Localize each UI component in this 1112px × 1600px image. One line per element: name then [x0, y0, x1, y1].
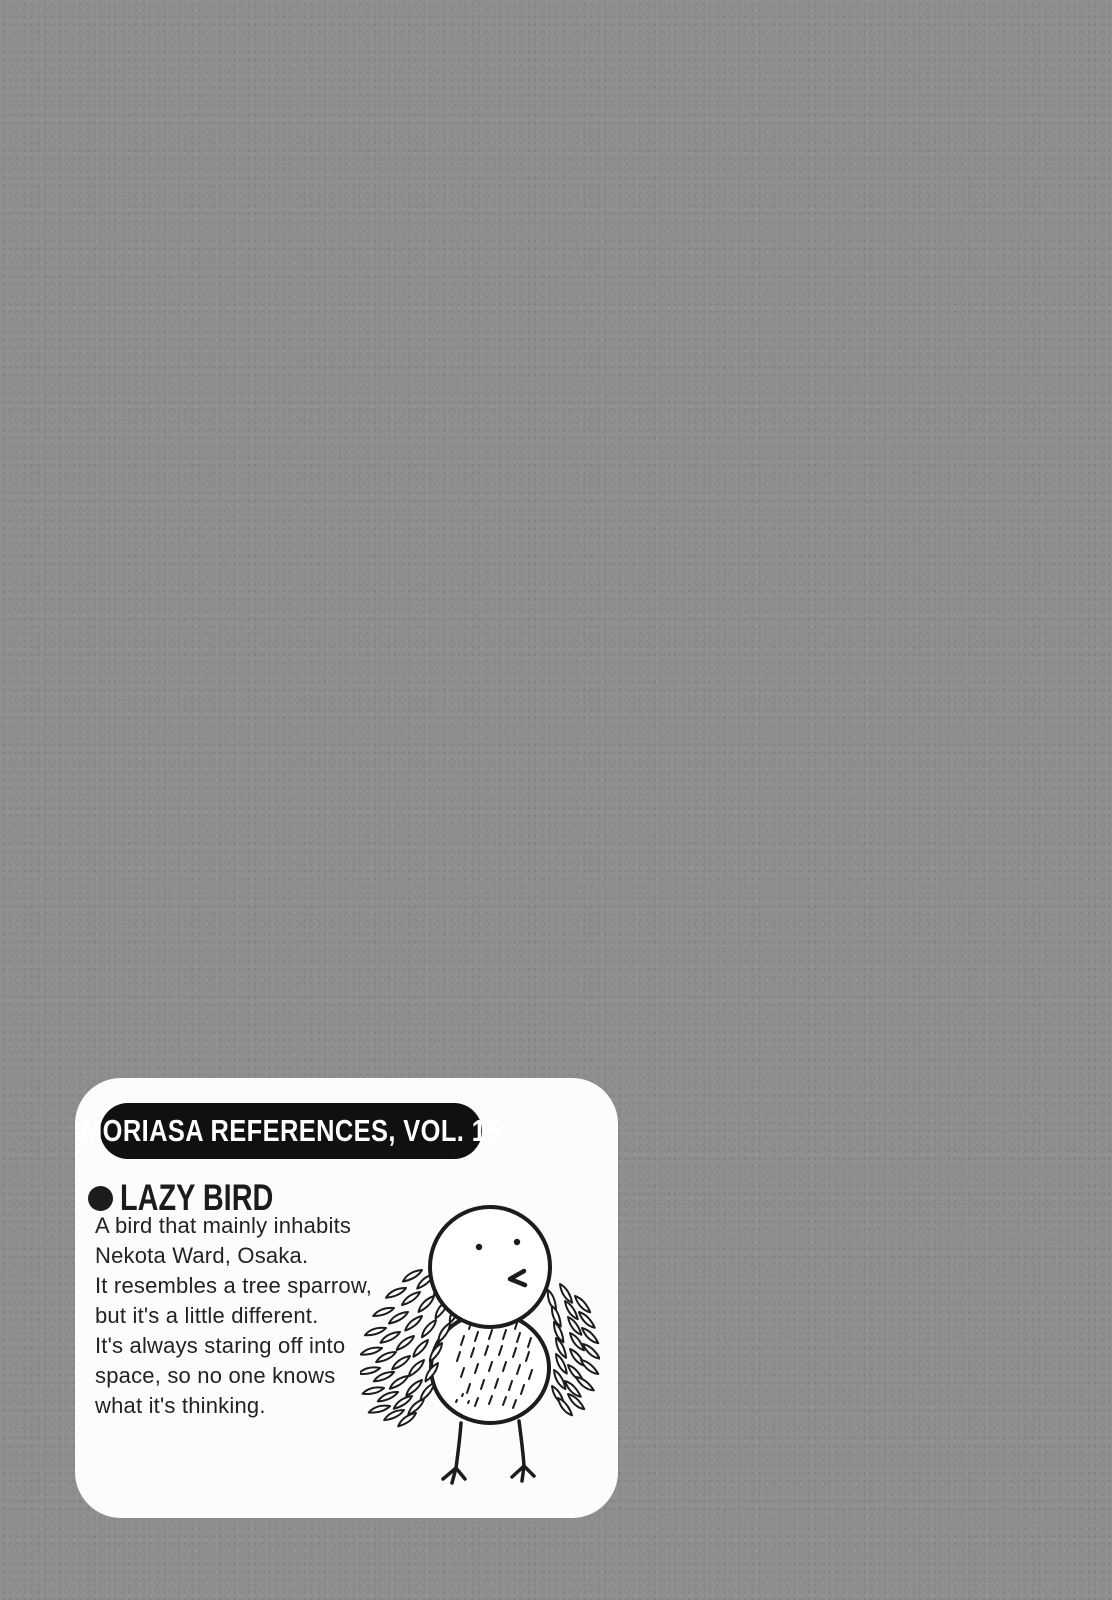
left-eye	[476, 1244, 482, 1250]
bird-head	[430, 1207, 550, 1327]
card-header-pill	[81, 1103, 501, 1159]
entry-title: LAZY BIRD	[120, 1177, 274, 1218]
lazy-bird-illustration	[360, 1170, 600, 1500]
right-eye	[514, 1239, 520, 1245]
bullet-icon	[88, 1186, 113, 1211]
card-header-label: MORIASA REFERENCES, VOL. 15	[81, 1113, 501, 1148]
right-wing	[544, 1283, 600, 1416]
reference-card	[75, 1078, 618, 1518]
description-line: A bird that mainly inhabits	[95, 1213, 352, 1238]
description-line: space, so no one knows	[95, 1363, 336, 1388]
entry-description	[95, 1211, 395, 1421]
description-line: but it's a little different.	[95, 1303, 319, 1328]
description-line: It's always staring off into	[95, 1333, 346, 1358]
legs	[443, 1421, 534, 1483]
description-line: It resembles a tree sparrow,	[95, 1273, 373, 1298]
description-line: Nekota Ward, Osaka.	[95, 1243, 309, 1268]
description-line: what it's thinking.	[95, 1393, 266, 1418]
